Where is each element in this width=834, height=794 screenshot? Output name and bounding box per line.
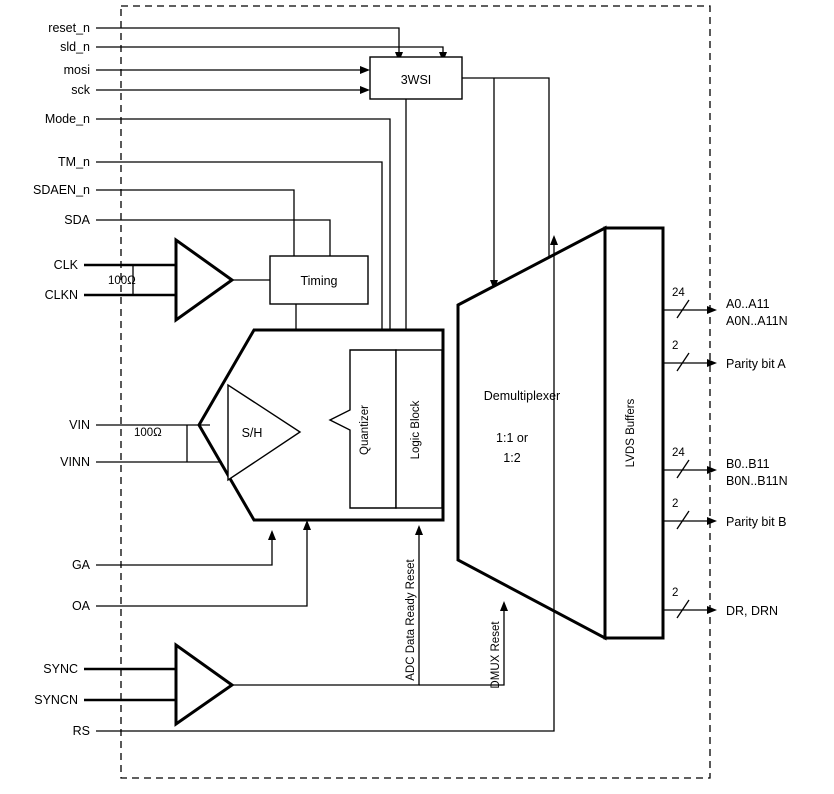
demultiplexer-label: Demultiplexer xyxy=(483,389,561,403)
dmux-reset-label: DMUX Reset xyxy=(490,621,502,689)
lvds-buffers-label: LVDS Buffers xyxy=(625,398,637,468)
input-label-sck: sck xyxy=(71,83,90,97)
input-label-syncn: SYNCN xyxy=(34,693,78,707)
wire-sld-n xyxy=(96,47,443,57)
bus-width-data-ready: 2 xyxy=(672,587,679,599)
bus-width-parity-b: 2 xyxy=(672,498,679,510)
quantizer-label: Quantizer xyxy=(359,405,371,455)
input-label-rs: RS xyxy=(72,724,90,738)
wire-mode-n xyxy=(96,119,390,338)
bus-slash-data-ready xyxy=(677,600,689,618)
input-label-sda: SDA xyxy=(64,213,90,227)
bus-slash-a-data xyxy=(677,300,689,318)
logic-block-label: Logic Block xyxy=(410,400,422,460)
timing-block-label: Timing xyxy=(300,274,338,288)
output-label-data-ready: DR, DRN xyxy=(726,604,779,618)
wire-tm-n xyxy=(96,162,382,338)
output-label-parity-a: Parity bit A xyxy=(726,357,786,371)
input-label-vinn: VINN xyxy=(60,455,90,469)
wire-ga xyxy=(96,535,272,565)
arrow-rs xyxy=(550,235,558,245)
arrow-sync-to-demux xyxy=(500,601,508,611)
bus-width-b-data: 24 xyxy=(672,447,685,459)
clk-buffer-amplifier xyxy=(176,240,232,320)
input-label-clkn: CLKN xyxy=(44,288,78,302)
wire-3wsi-to-lvds xyxy=(462,78,549,278)
sync-buffer-amplifier xyxy=(176,645,232,724)
input-label-sdaen-n: SDAEN_n xyxy=(33,183,90,197)
input-label-mode-n: Mode_n xyxy=(44,112,90,126)
arrow-sck xyxy=(360,86,370,94)
wire-reset-n xyxy=(96,28,399,57)
output-label-a-data-line1: A0..A11 xyxy=(726,297,770,311)
arrow-output-parity-b xyxy=(707,517,717,525)
arrow-output-a-data xyxy=(707,306,717,314)
arrow-mosi xyxy=(360,66,370,74)
input-label-reset-n: reset_n xyxy=(48,21,90,35)
output-label-a-data-line2: A0N..A11N xyxy=(726,314,788,328)
input-label-oa: OA xyxy=(71,599,90,613)
input-label-ga: GA xyxy=(71,558,90,572)
arrow-sync-to-logic xyxy=(415,525,423,535)
arrow-output-b-data xyxy=(707,466,717,474)
bus-slash-parity-b xyxy=(677,511,689,529)
sample-hold-label: S/H xyxy=(241,426,263,440)
input-label-vin: VIN xyxy=(69,418,90,432)
arrow-output-parity-a xyxy=(707,359,717,367)
bus-slash-parity-a xyxy=(677,353,689,371)
vin-termination-label: 100Ω xyxy=(134,427,162,439)
wire-sync-to-logic xyxy=(232,530,419,685)
demultiplexer-ratio-line1: 1:1 or xyxy=(496,431,528,445)
arrow-ga xyxy=(268,530,276,540)
bus-width-a-data: 24 xyxy=(672,287,685,299)
input-label-tm-n: TM_n xyxy=(58,155,90,169)
clk-termination-label: 100Ω xyxy=(108,275,136,287)
output-label-parity-b: Parity bit B xyxy=(726,515,787,529)
output-label-b-data-line2: B0N..B11N xyxy=(726,474,788,488)
arrow-output-data-ready xyxy=(707,606,717,614)
output-label-b-data-line1: B0..B11 xyxy=(726,457,770,471)
adc-data-ready-reset-label: ADC Data Ready Reset xyxy=(405,559,417,681)
three-wire-serial-interface-label: 3WSI xyxy=(400,73,432,87)
input-label-sld-n: sld_n xyxy=(60,40,90,54)
input-label-sync: SYNC xyxy=(43,662,78,676)
input-label-mosi: mosi xyxy=(63,63,90,77)
demultiplexer-block xyxy=(458,228,605,638)
bus-width-parity-a: 2 xyxy=(672,340,679,352)
demultiplexer-ratio-line2: 1:2 xyxy=(503,451,521,465)
bus-slash-b-data xyxy=(677,460,689,478)
input-label-clk: CLK xyxy=(53,258,78,272)
